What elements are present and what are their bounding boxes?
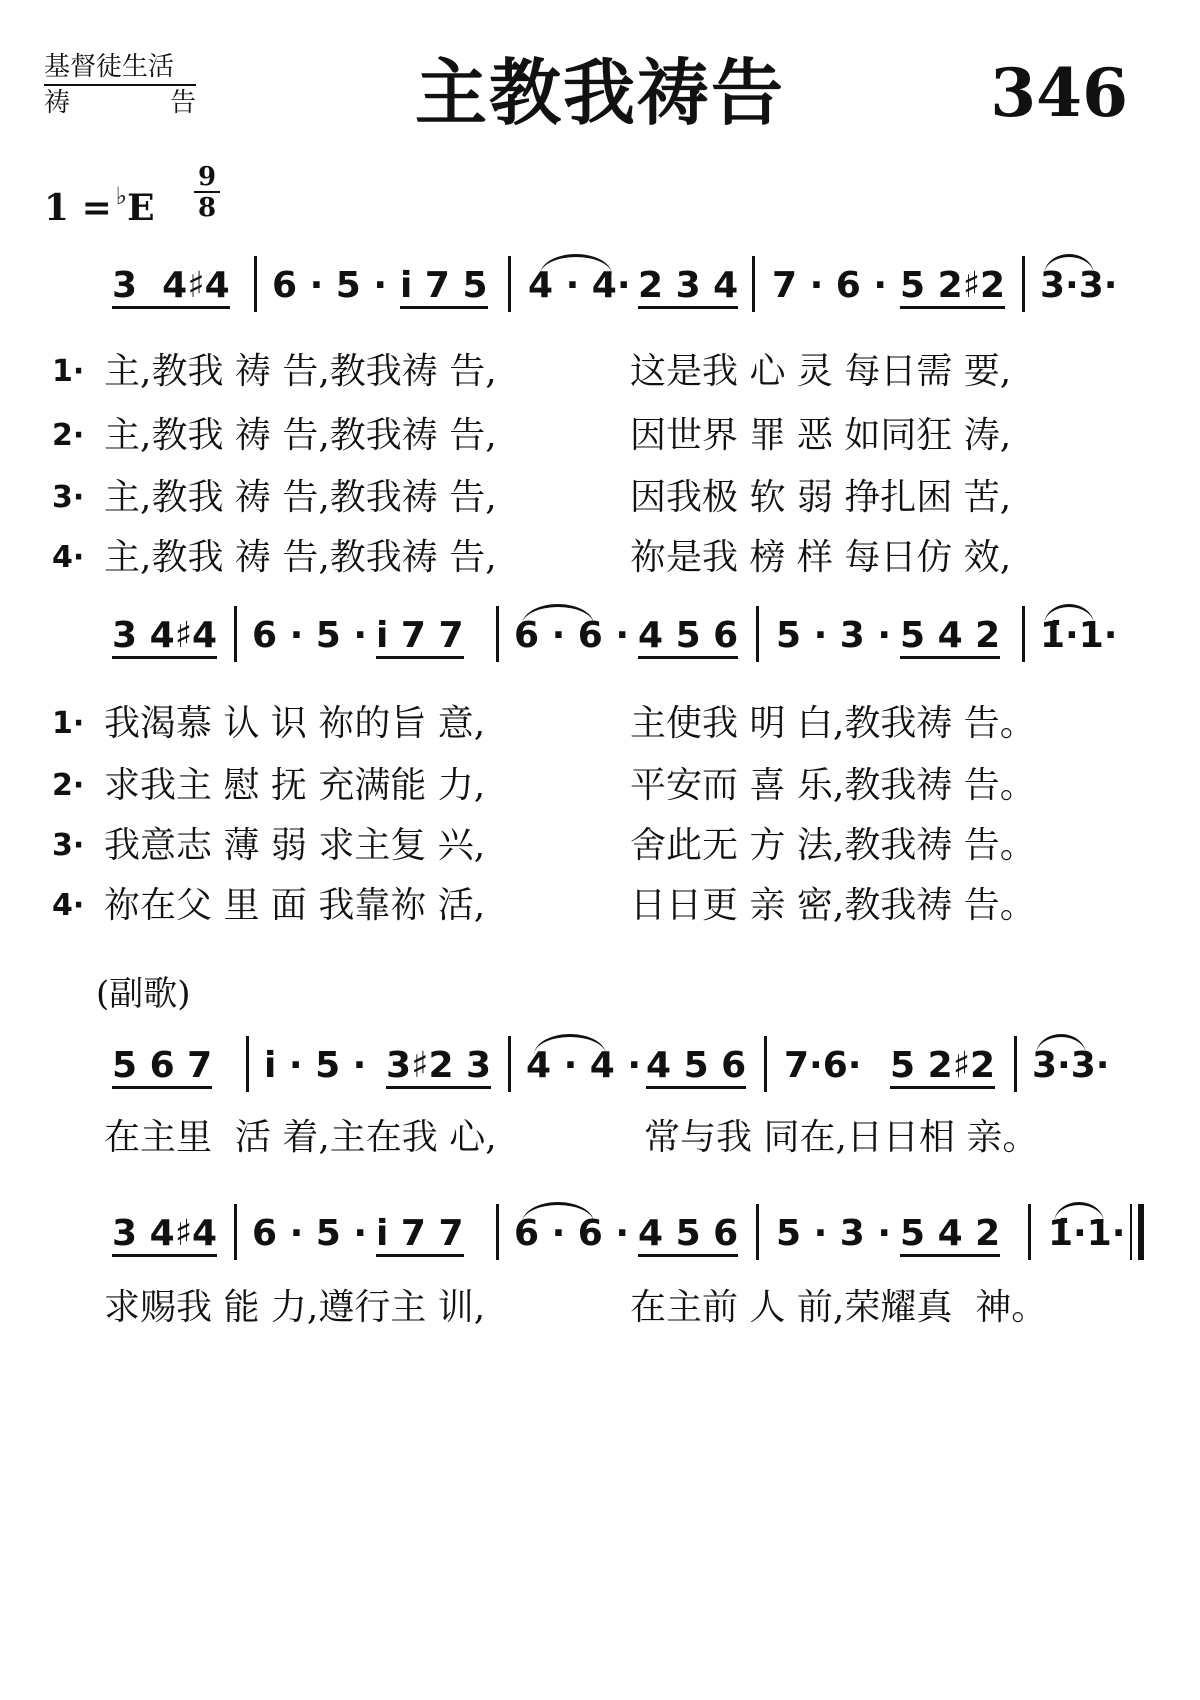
lyric-phrase-a: 祢在父 里 面 我靠祢 活, — [104, 885, 486, 926]
flat-sign: ♭ — [115, 181, 128, 210]
lyric-line — [0, 696, 1200, 752]
music-line-verse-2 — [0, 600, 1200, 680]
measure-1-b: i̇ 7 5 — [400, 266, 488, 309]
lyric-line — [0, 1280, 1200, 1336]
lyric-phrase-b: 平安而 喜 乐,教我祷 告。 — [630, 765, 1036, 806]
measure-3-a: 7·6· — [784, 1045, 874, 1086]
bar-line — [246, 1036, 249, 1092]
measure-2-a: 4 · 4 · — [526, 1045, 654, 1086]
category-top: 基督徒生活 — [44, 52, 196, 86]
measure-3-a: 5 · 3 · — [776, 1213, 904, 1254]
measure-2-a: 6 · 6 · — [514, 1213, 642, 1254]
key-letter: E — [127, 187, 155, 229]
lyric-phrase-a: 我渴慕 认 识 祢的旨 意, — [104, 703, 486, 744]
measure-4: 3·3· — [1032, 1045, 1110, 1086]
measure-4: 1̇·1· — [1048, 1213, 1126, 1254]
music-line-chorus-1 — [0, 1030, 1200, 1110]
measure-3-a: 7 · 6 · — [772, 265, 900, 306]
measure-1-b: i̇ 7 7 — [376, 1214, 464, 1257]
key-label: 1 = — [44, 187, 112, 229]
bar-line — [1022, 256, 1025, 312]
measure-4: 3·3· — [1040, 265, 1118, 306]
verse-number: 1· — [52, 706, 85, 741]
lyric-line — [0, 408, 1200, 464]
page-title: 主教我祷告 — [414, 51, 785, 135]
lyric-phrase-a: 主,教我 祷 告,教我祷 告, — [104, 537, 497, 578]
measure-3-a: 5 · 3 · — [776, 615, 904, 656]
measure-2-b: 2 3 4 — [638, 266, 738, 309]
verse-number: 2· — [52, 768, 85, 803]
bar-line — [1014, 1036, 1017, 1092]
verse-number: 4· — [52, 888, 85, 923]
measure-2-a: 4 · 4· — [528, 265, 631, 306]
measure-2-b: 4 5 6 — [638, 616, 738, 659]
lyric-phrase-a: 求我主 慰 抚 充满能 力, — [104, 765, 486, 806]
measure-1-a: i̇ · 5 · — [264, 1045, 379, 1086]
music-line-chorus-2 — [0, 1198, 1200, 1278]
lyric-line — [0, 530, 1200, 586]
measure-2-b: 4 5 6 — [646, 1046, 746, 1089]
lyric-phrase-a: 在主里 活 着,主在我 心, — [104, 1117, 497, 1158]
bar-line — [752, 256, 755, 312]
bar-line — [234, 1204, 237, 1260]
bar-line — [756, 606, 759, 662]
lyric-line — [0, 344, 1200, 400]
lyric-line — [0, 818, 1200, 874]
bar-line — [254, 256, 257, 312]
measure-3-b: 5 4 2 — [900, 616, 1000, 659]
time-signature — [194, 164, 220, 221]
pickup-notes: 3 4♯4 — [112, 266, 230, 309]
verse-number: 4· — [52, 540, 85, 575]
verse-number: 3· — [52, 480, 85, 515]
pickup-notes: 3 4♯4 — [112, 1214, 217, 1257]
lyric-phrase-b: 主使我 明 白,教我祷 告。 — [630, 703, 1036, 744]
bar-line — [496, 606, 499, 662]
lyric-phrase-b: 因世界 罪 恶 如同狂 涛, — [630, 415, 1012, 456]
lyric-line — [0, 758, 1200, 814]
lyric-phrase-b: 祢是我 榜 样 每日仿 效, — [630, 537, 1012, 578]
verse-number: 3· — [52, 828, 85, 863]
measure-3-b: 5 2♯2 — [900, 266, 1005, 309]
pickup-notes: 3 4♯4 — [112, 616, 217, 659]
lyric-phrase-b: 日日更 亲 密,教我祷 告。 — [630, 885, 1036, 926]
measure-1-a: 6 · 5 · — [272, 265, 400, 306]
final-bar-thick — [1138, 1204, 1144, 1260]
music-line-verse-1 — [0, 250, 1200, 330]
time-signature-bottom: 8 — [197, 193, 217, 223]
final-bar-thin — [1130, 1204, 1132, 1260]
measure-1-a: 6 · 5 · — [252, 615, 380, 656]
lyric-phrase-b: 这是我 心 灵 每日需 要, — [630, 351, 1012, 392]
lyric-line — [0, 1110, 1200, 1166]
hymn-number: 346 — [990, 54, 1128, 132]
category-bottom-a: 祷 — [44, 88, 71, 118]
bar-line — [508, 1036, 511, 1092]
measure-2-b: 4 5 6 — [638, 1214, 738, 1257]
pickup-notes: 5 6 7 — [112, 1046, 212, 1089]
bar-line — [1022, 606, 1025, 662]
lyric-line — [0, 878, 1200, 934]
bar-line — [508, 256, 511, 312]
measure-1-b: i̇ 7 7 — [376, 616, 464, 659]
lyric-phrase-a: 求赐我 能 力,遵行主 训, — [104, 1287, 486, 1328]
measure-1-b: 3♯2 3 — [386, 1046, 491, 1089]
lyric-line — [0, 470, 1200, 526]
bar-line — [764, 1036, 767, 1092]
category-bottom-b: 告 — [169, 88, 196, 118]
lyric-phrase-a: 我意志 薄 弱 求主复 兴, — [104, 825, 486, 866]
lyric-phrase-b: 因我极 软 弱 挣扎困 苦, — [630, 477, 1012, 518]
measure-2-a: 6 · 6 · — [514, 615, 642, 656]
bar-line — [496, 1204, 499, 1260]
lyric-phrase-b: 舍此无 方 法,教我祷 告。 — [630, 825, 1036, 866]
measure-1-a: 6 · 5 · — [252, 1213, 380, 1254]
measure-3-b: 5 2♯2 — [890, 1046, 995, 1089]
time-signature-top: 9 — [194, 164, 220, 193]
lyric-phrase-a: 主,教我 祷 告,教我祷 告, — [104, 477, 497, 518]
measure-4: 1̇·1· — [1040, 615, 1118, 656]
key-signature — [44, 172, 155, 232]
verse-number: 2· — [52, 418, 85, 453]
lyric-phrase-a: 主,教我 祷 告,教我祷 告, — [104, 415, 497, 456]
lyric-phrase-b: 常与我 同在,日日相 亲。 — [644, 1117, 1039, 1158]
chorus-label: (副歌) — [96, 974, 191, 1014]
lyric-phrase-b: 在主前 人 前,荣耀真 神。 — [630, 1287, 1048, 1328]
bar-line — [234, 606, 237, 662]
verse-number: 1· — [52, 354, 85, 389]
bar-line — [756, 1204, 759, 1260]
bar-line — [1028, 1204, 1031, 1260]
lyric-phrase-a: 主,教我 祷 告,教我祷 告, — [104, 351, 497, 392]
measure-3-b: 5 4 2 — [900, 1214, 1000, 1257]
